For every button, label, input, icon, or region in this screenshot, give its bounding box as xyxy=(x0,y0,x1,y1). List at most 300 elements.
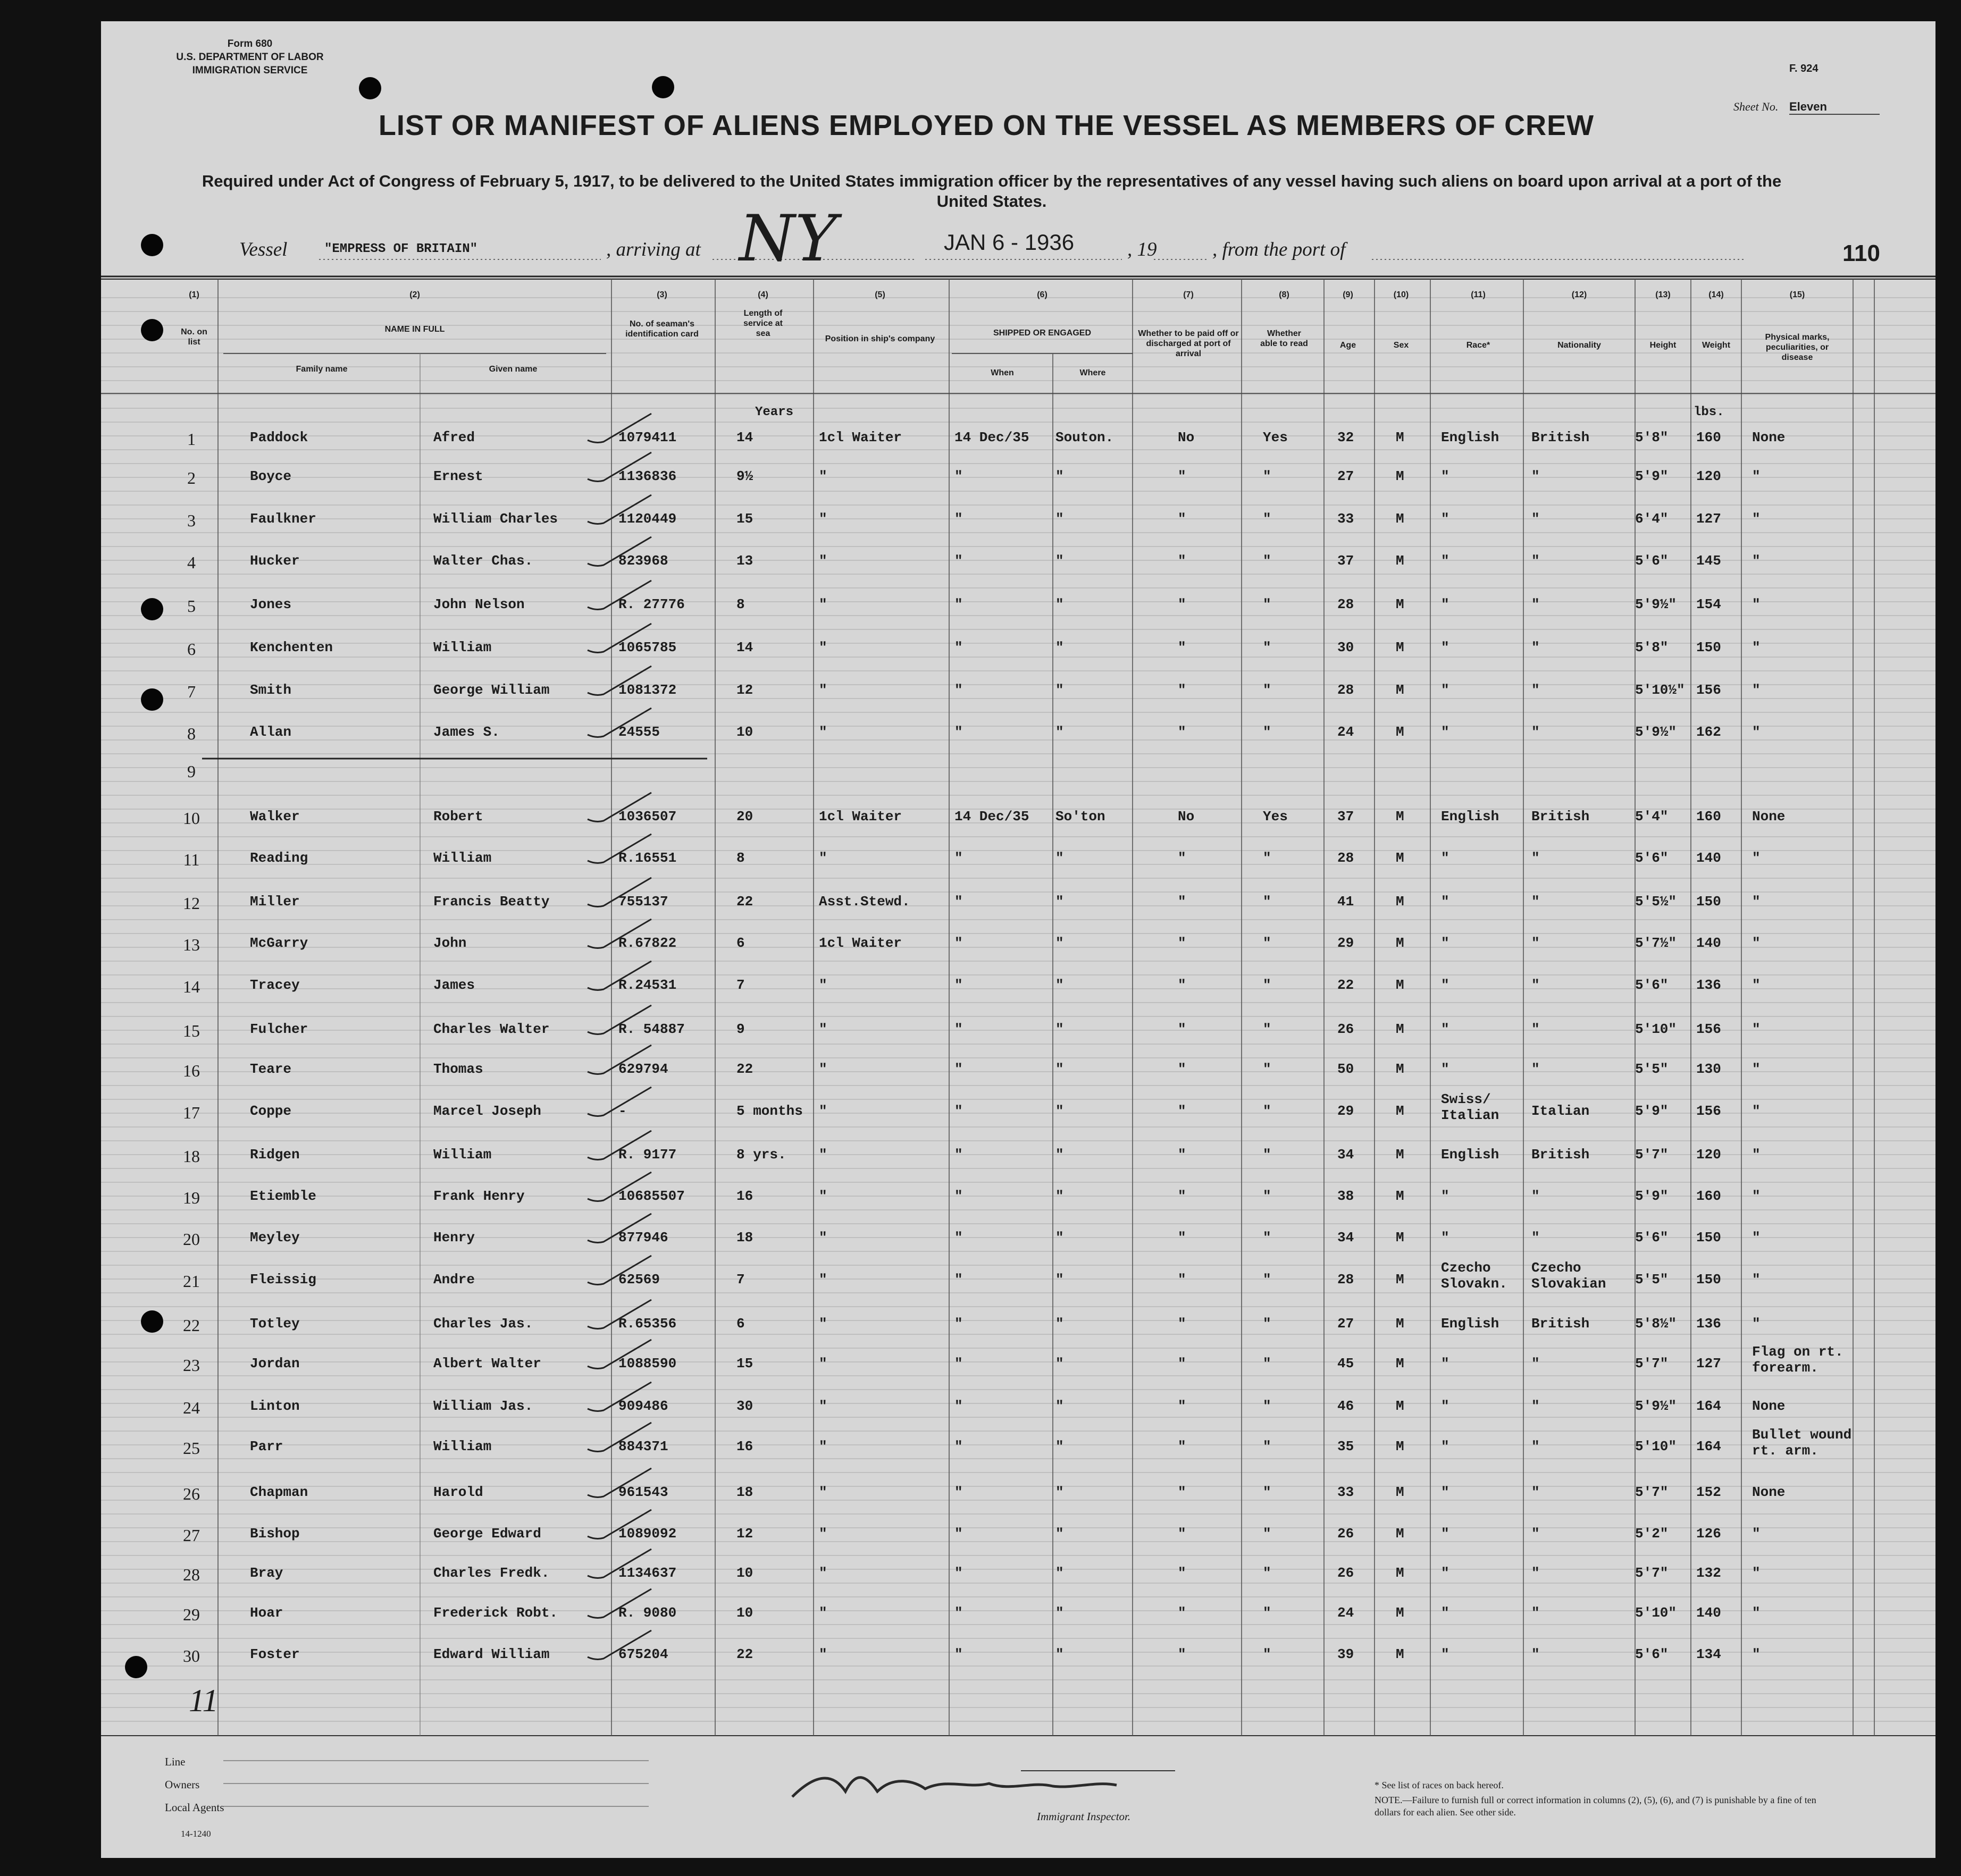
cell-paid: " xyxy=(1178,935,1186,951)
col2b-header: Given name xyxy=(489,365,538,374)
owners-label: Owners xyxy=(165,1778,200,1791)
cell-read: " xyxy=(1263,1103,1271,1119)
cell-age: 38 xyxy=(1337,1188,1354,1204)
years-label: Years xyxy=(755,405,794,419)
cell-nationality: Italian xyxy=(1531,1103,1590,1119)
col15-header: Physical marks, peculiarities, or disease xyxy=(1765,333,1830,362)
cell-age: 27 xyxy=(1337,468,1354,484)
cell-position: " xyxy=(819,640,827,655)
cell-position: " xyxy=(819,1438,827,1454)
cell-height: 5'4" xyxy=(1635,809,1669,825)
cell-nationality: " xyxy=(1531,1061,1540,1077)
cell-marks: Bullet wound rt. arm. xyxy=(1752,1427,1852,1459)
cell-weight: 130 xyxy=(1696,1061,1721,1077)
cell-sex: M xyxy=(1396,1356,1404,1372)
inspector-signature xyxy=(787,1760,1127,1813)
cell-when: " xyxy=(954,1565,963,1581)
cell-height: 5'8½" xyxy=(1635,1316,1677,1332)
cell-age: 34 xyxy=(1337,1147,1354,1163)
cell-nationality: " xyxy=(1531,596,1540,612)
cell-race: " xyxy=(1441,977,1449,993)
cell-where: " xyxy=(1055,894,1064,910)
cell-age: 35 xyxy=(1337,1438,1354,1454)
cell-marks: " xyxy=(1752,640,1761,655)
cell-where: " xyxy=(1055,1061,1064,1077)
col14-header: Weight xyxy=(1702,341,1731,350)
cell-when: " xyxy=(954,1526,963,1542)
cell-marks: " xyxy=(1752,724,1761,740)
cell-given: William xyxy=(433,850,492,866)
cell-nationality: " xyxy=(1531,977,1540,993)
cell-marks: " xyxy=(1752,1230,1761,1246)
cell-given: John Nelson xyxy=(433,596,525,612)
cell-race: " xyxy=(1441,1484,1449,1500)
cell-family: Paddock xyxy=(250,430,308,445)
cell-read: " xyxy=(1263,850,1271,866)
cell-family: Bray xyxy=(250,1565,283,1581)
row-number: 20 xyxy=(183,1230,200,1249)
cell-marks: Flag on rt. forearm. xyxy=(1752,1344,1843,1376)
cell-age: 50 xyxy=(1337,1061,1354,1077)
cell-given: Marcel Joseph xyxy=(433,1103,541,1119)
cell-paid: " xyxy=(1178,1565,1186,1581)
cell-marks: " xyxy=(1752,1272,1761,1288)
col8-header: Whether able to read xyxy=(1260,329,1308,348)
cell-age: 29 xyxy=(1337,935,1354,951)
row-number: 8 xyxy=(187,724,196,743)
check-mark xyxy=(585,831,654,869)
cell-read: " xyxy=(1263,1230,1271,1246)
col12-num: (12) xyxy=(1571,290,1587,299)
col3-num: (3) xyxy=(657,290,667,299)
line-label: Line xyxy=(165,1755,186,1768)
cell-nationality: " xyxy=(1531,468,1540,484)
row-number: 3 xyxy=(187,511,196,530)
cell-read: " xyxy=(1263,935,1271,951)
cell-family: Coppe xyxy=(250,1103,292,1119)
cell-sex: M xyxy=(1396,850,1404,866)
cell-service: 20 xyxy=(736,809,753,825)
cell-sex: M xyxy=(1396,1438,1404,1454)
cell-when: " xyxy=(954,1316,963,1332)
row-number: 21 xyxy=(183,1272,200,1291)
cell-nationality: " xyxy=(1531,1484,1540,1500)
cell-paid: " xyxy=(1178,1484,1186,1500)
cell-height: 5'9½" xyxy=(1635,1398,1677,1414)
cell-age: 22 xyxy=(1337,977,1354,993)
cell-race: " xyxy=(1441,511,1449,527)
cell-height: 5'9" xyxy=(1635,1188,1669,1204)
row-number: 15 xyxy=(183,1021,200,1040)
cell-service: 18 xyxy=(736,1230,753,1246)
cell-service: 22 xyxy=(736,1646,753,1662)
cell-read: Yes xyxy=(1263,809,1288,825)
cell-paid: " xyxy=(1178,553,1186,569)
cell-card: 1088590 xyxy=(618,1356,677,1372)
cell-where: " xyxy=(1055,1646,1064,1662)
cell-family: Smith xyxy=(250,682,292,698)
cell-race: " xyxy=(1441,935,1449,951)
row-number: 25 xyxy=(183,1438,200,1458)
cell-position: " xyxy=(819,724,827,740)
cell-read: " xyxy=(1263,1605,1271,1621)
cell-position: 1cl Waiter xyxy=(819,809,902,825)
cell-service: 30 xyxy=(736,1398,753,1414)
col2-header: NAME IN FULL xyxy=(384,325,445,334)
col15-num: (15) xyxy=(1789,290,1805,299)
check-mark xyxy=(585,534,654,571)
cell-sex: M xyxy=(1396,1021,1404,1037)
cell-paid: " xyxy=(1178,1061,1186,1077)
cell-card: R.67822 xyxy=(618,935,677,951)
cell-card: 877946 xyxy=(618,1230,668,1246)
cell-family: Etiemble xyxy=(250,1188,316,1204)
row-number: 23 xyxy=(183,1356,200,1375)
cell-weight: 156 xyxy=(1696,1021,1721,1037)
cell-read: " xyxy=(1263,724,1271,740)
cell-position: " xyxy=(819,1316,827,1332)
cell-race: Czecho Slovakn. xyxy=(1441,1260,1507,1292)
cell-family: Bishop xyxy=(250,1526,300,1542)
vessel-label: Vessel xyxy=(239,239,288,260)
check-mark xyxy=(585,1420,654,1457)
cell-sex: M xyxy=(1396,935,1404,951)
cell-weight: 134 xyxy=(1696,1646,1721,1662)
row-number: 6 xyxy=(187,640,196,659)
row-number: 28 xyxy=(183,1565,200,1584)
punch-hole xyxy=(141,598,163,620)
cell-race: " xyxy=(1441,1398,1449,1414)
cell-service: 16 xyxy=(736,1438,753,1454)
cell-card: 10685507 xyxy=(618,1188,685,1204)
cell-read: " xyxy=(1263,682,1271,698)
check-mark xyxy=(585,621,654,658)
cell-height: 5'6" xyxy=(1635,553,1669,569)
cell-age: 26 xyxy=(1337,1526,1354,1542)
cell-family: Allan xyxy=(250,724,292,740)
cell-weight: 156 xyxy=(1696,682,1721,698)
from-port-label: , from the port of xyxy=(1212,239,1346,260)
races-note: * See list of races on back hereof. xyxy=(1375,1780,1504,1790)
cell-read: " xyxy=(1263,977,1271,993)
date-stamp: JAN 6 - 1936 xyxy=(944,230,1075,255)
cell-position: " xyxy=(819,596,827,612)
check-mark xyxy=(585,705,654,743)
cell-given: James S. xyxy=(433,724,500,740)
cell-nationality: " xyxy=(1531,1230,1540,1246)
cell-paid: " xyxy=(1178,1188,1186,1204)
cell-age: 37 xyxy=(1337,809,1354,825)
cell-position: " xyxy=(819,1021,827,1037)
cell-paid: " xyxy=(1178,1605,1186,1621)
cell-given: Thomas xyxy=(433,1061,483,1077)
cell-sex: M xyxy=(1396,894,1404,910)
row-number: 19 xyxy=(183,1188,200,1207)
cell-read: " xyxy=(1263,1565,1271,1581)
cell-position: " xyxy=(819,511,827,527)
cell-where: " xyxy=(1055,511,1064,527)
check-mark xyxy=(585,875,654,912)
cell-sex: M xyxy=(1396,809,1404,825)
cell-weight: 150 xyxy=(1696,894,1721,910)
cell-given: Frank Henry xyxy=(433,1188,525,1204)
form-code-footer: 14-1240 xyxy=(181,1829,211,1839)
cell-weight: 150 xyxy=(1696,1272,1721,1288)
cell-service: 7 xyxy=(736,977,745,993)
cell-service: 8 xyxy=(736,850,745,866)
cell-when: " xyxy=(954,1356,963,1372)
cell-race: " xyxy=(1441,724,1449,740)
cell-paid: " xyxy=(1178,1021,1186,1037)
cell-where: " xyxy=(1055,596,1064,612)
cell-height: 5'10" xyxy=(1635,1021,1677,1037)
check-mark xyxy=(585,450,654,487)
cell-paid: " xyxy=(1178,640,1186,655)
cell-family: Jones xyxy=(250,596,292,612)
cell-card: 62569 xyxy=(618,1272,660,1288)
cell-read: " xyxy=(1263,1646,1271,1662)
cell-family: Parr xyxy=(250,1438,283,1454)
col4-num: (4) xyxy=(758,290,768,299)
cell-weight: 120 xyxy=(1696,468,1721,484)
cell-card: R. 9080 xyxy=(618,1605,677,1621)
cell-card: 755137 xyxy=(618,894,668,910)
cell-given: James xyxy=(433,977,475,993)
cell-position: " xyxy=(819,1188,827,1204)
cell-read: " xyxy=(1263,1356,1271,1372)
cell-service: 22 xyxy=(736,1061,753,1077)
cell-marks: " xyxy=(1752,1605,1761,1621)
cell-when: " xyxy=(954,1230,963,1246)
cell-height: 5'10" xyxy=(1635,1438,1677,1454)
cell-nationality: " xyxy=(1531,850,1540,866)
cell-paid: " xyxy=(1178,850,1186,866)
cell-where: " xyxy=(1055,1272,1064,1288)
cell-weight: 160 xyxy=(1696,1188,1721,1204)
cell-age: 33 xyxy=(1337,511,1354,527)
cell-read: " xyxy=(1263,640,1271,655)
cell-marks: " xyxy=(1752,1021,1761,1037)
cell-weight: 140 xyxy=(1696,1605,1721,1621)
cell-weight: 120 xyxy=(1696,1147,1721,1163)
row-number: 7 xyxy=(187,682,196,701)
cell-nationality: British xyxy=(1531,430,1590,445)
cell-nationality: " xyxy=(1531,1398,1540,1414)
cell-where: " xyxy=(1055,1188,1064,1204)
cell-race: " xyxy=(1441,1646,1449,1662)
cell-weight: 164 xyxy=(1696,1438,1721,1454)
check-mark xyxy=(585,1586,654,1623)
cell-nationality: " xyxy=(1531,511,1540,527)
cell-race: " xyxy=(1441,682,1449,698)
cell-marks: " xyxy=(1752,1188,1761,1204)
check-mark xyxy=(585,492,654,529)
cell-age: 46 xyxy=(1337,1398,1354,1414)
check-mark xyxy=(585,1337,654,1374)
row-number: 26 xyxy=(183,1484,200,1503)
cell-race: " xyxy=(1441,596,1449,612)
col12-header: Nationality xyxy=(1557,341,1601,350)
page-number: 110 xyxy=(1842,240,1880,266)
year-label: , 19 xyxy=(1127,239,1157,260)
punch-hole xyxy=(359,77,381,99)
cell-where: " xyxy=(1055,640,1064,655)
cell-paid: No xyxy=(1178,809,1195,825)
cell-sex: M xyxy=(1396,1646,1404,1662)
cell-sex: M xyxy=(1396,1061,1404,1077)
cell-height: 5'6" xyxy=(1635,1646,1669,1662)
page-title: LIST OR MANIFEST OF ALIENS EMPLOYED ON THE VESSEL AS MEMBERS OF CREW xyxy=(378,110,1595,141)
cell-when: " xyxy=(954,1188,963,1204)
col10-header: Sex xyxy=(1393,341,1409,350)
cell-read: " xyxy=(1263,553,1271,569)
cell-marks: " xyxy=(1752,1103,1761,1119)
cell-service: 6 xyxy=(736,1316,745,1332)
row-number: 9 xyxy=(187,762,196,781)
cell-service: 14 xyxy=(736,430,753,445)
cell-age: 29 xyxy=(1337,1103,1354,1119)
row-number: 29 xyxy=(183,1605,200,1624)
row-number: 16 xyxy=(183,1061,200,1080)
cell-paid: No xyxy=(1178,430,1195,445)
cell-read: " xyxy=(1263,596,1271,612)
penalty-note: NOTE.—Failure to furnish full or correct information in columns (2), (5), (6), and (7) is punishable by a fine of ten dollars for each alien. See other side. xyxy=(1375,1795,1816,1818)
cell-read: Yes xyxy=(1263,430,1288,445)
cell-when: " xyxy=(954,850,963,866)
agents-label: Local Agents xyxy=(165,1801,224,1814)
cell-when: " xyxy=(954,640,963,655)
cell-marks: " xyxy=(1752,596,1761,612)
cell-sex: M xyxy=(1396,1272,1404,1288)
cell-service: 18 xyxy=(736,1484,753,1500)
cell-race: " xyxy=(1441,894,1449,910)
cell-family: Reading xyxy=(250,850,308,866)
check-mark xyxy=(585,1628,654,1665)
cell-family: Linton xyxy=(250,1398,300,1414)
cell-age: 30 xyxy=(1337,640,1354,655)
cell-when: " xyxy=(954,1438,963,1454)
punch-hole xyxy=(141,319,163,341)
cell-nationality: " xyxy=(1531,553,1540,569)
row-number: 10 xyxy=(183,809,200,828)
row-number: 13 xyxy=(183,935,200,954)
cell-nationality: " xyxy=(1531,1565,1540,1581)
cell-weight: 152 xyxy=(1696,1484,1721,1500)
cell-paid: " xyxy=(1178,1147,1186,1163)
cell-age: 32 xyxy=(1337,430,1354,445)
cell-when: " xyxy=(954,935,963,951)
cell-position: 1cl Waiter xyxy=(819,430,902,445)
cell-nationality: " xyxy=(1531,682,1540,698)
col5-num: (5) xyxy=(875,290,885,299)
cell-service: 15 xyxy=(736,511,753,527)
cell-where: " xyxy=(1055,1526,1064,1542)
punch-hole xyxy=(652,76,674,98)
cell-age: 45 xyxy=(1337,1356,1354,1372)
cell-height: 5'7" xyxy=(1635,1147,1669,1163)
cell-race: " xyxy=(1441,1605,1449,1621)
cell-service: 9 xyxy=(736,1021,745,1037)
cell-service: 10 xyxy=(736,724,753,740)
cell-marks: " xyxy=(1752,850,1761,866)
cell-read: " xyxy=(1263,1438,1271,1454)
check-mark xyxy=(585,1084,654,1122)
cell-read: " xyxy=(1263,1061,1271,1077)
cell-weight: 127 xyxy=(1696,511,1721,527)
cell-where: " xyxy=(1055,1605,1064,1621)
cell-age: 33 xyxy=(1337,1484,1354,1500)
cell-service: 7 xyxy=(736,1272,745,1288)
cell-marks: None xyxy=(1752,430,1786,445)
cell-height: 5'6" xyxy=(1635,977,1669,993)
cell-where: " xyxy=(1055,935,1064,951)
check-mark xyxy=(585,1042,654,1080)
col2-num: (2) xyxy=(409,290,420,299)
row-number: 5 xyxy=(187,596,196,616)
cell-service: 8 yrs. xyxy=(736,1147,786,1163)
cell-service: 8 xyxy=(736,596,745,612)
cell-age: 34 xyxy=(1337,1230,1354,1246)
cell-when: " xyxy=(954,1646,963,1662)
col13-num: (13) xyxy=(1655,290,1671,299)
cell-marks: " xyxy=(1752,511,1761,527)
cell-position: " xyxy=(819,1103,827,1119)
cell-position: " xyxy=(819,1356,827,1372)
cell-service: 10 xyxy=(736,1605,753,1621)
cell-when: " xyxy=(954,1605,963,1621)
cell-family: Jordan xyxy=(250,1356,300,1372)
service-name: IMMIGRATION SERVICE xyxy=(192,65,308,76)
cell-height: 5'7½" xyxy=(1635,935,1677,951)
check-mark xyxy=(585,411,654,448)
cell-family: Meyley xyxy=(250,1230,300,1246)
cell-card: 884371 xyxy=(618,1438,668,1454)
arrival-port-handwriting: NY xyxy=(739,202,837,276)
cell-height: 5'9" xyxy=(1635,1103,1669,1119)
cell-age: 28 xyxy=(1337,850,1354,866)
cell-age: 39 xyxy=(1337,1646,1354,1662)
cell-race: English xyxy=(1441,809,1499,825)
cell-when: 14 Dec/35 xyxy=(954,430,1029,445)
cell-family: Foster xyxy=(250,1646,300,1662)
cell-height: 5'9½" xyxy=(1635,724,1677,740)
col8-num: (8) xyxy=(1279,290,1289,299)
cell-age: 28 xyxy=(1337,596,1354,612)
cell-race: " xyxy=(1441,1061,1449,1077)
cell-read: " xyxy=(1263,511,1271,527)
cell-family: Hoar xyxy=(250,1605,283,1621)
row-number: 22 xyxy=(183,1316,200,1335)
cell-where: " xyxy=(1055,1356,1064,1372)
cell-where: " xyxy=(1055,1565,1064,1581)
row-number: 1 xyxy=(187,430,196,449)
check-mark xyxy=(585,578,654,615)
cell-height: 5'7" xyxy=(1635,1565,1669,1581)
cell-sex: M xyxy=(1396,468,1404,484)
cell-when: " xyxy=(954,1061,963,1077)
cell-family: Hucker xyxy=(250,553,300,569)
cell-card: 1136836 xyxy=(618,468,677,484)
page-subtitle: Required under Act of Congress of February 5, 1917, to be delivered to the United States immigration officer by the representatives of any vessel having such aliens on board upon arrival at a port of the United States. xyxy=(202,172,1782,211)
cell-marks: " xyxy=(1752,977,1761,993)
check-mark xyxy=(585,1211,654,1248)
cell-paid: " xyxy=(1178,1316,1186,1332)
check-mark xyxy=(585,1466,654,1503)
cell-sex: M xyxy=(1396,1484,1404,1500)
cell-height: 5'10½" xyxy=(1635,682,1685,698)
tally-mark: 11 xyxy=(189,1683,219,1718)
cell-paid: " xyxy=(1178,468,1186,484)
